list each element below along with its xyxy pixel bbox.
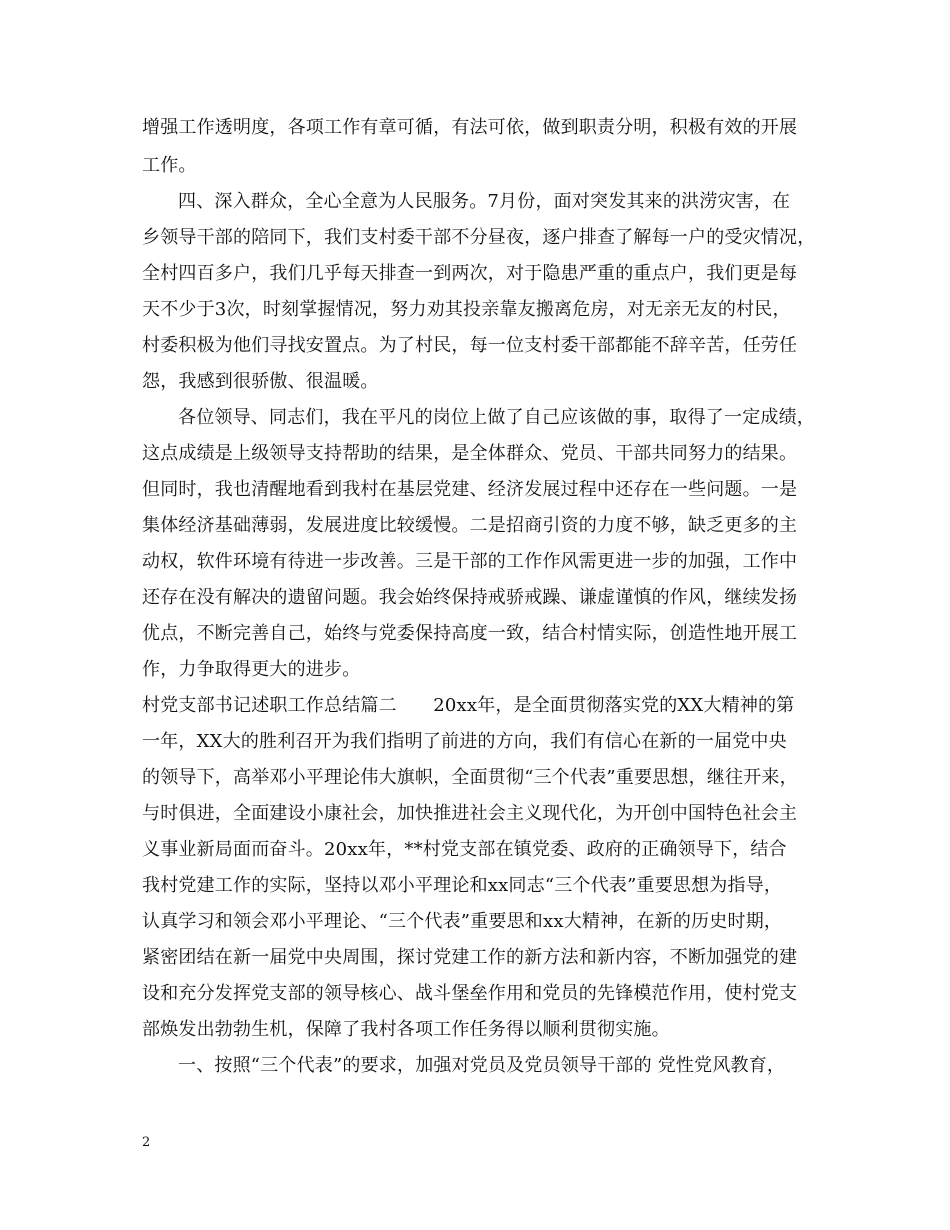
page-number: 2 — [142, 1135, 151, 1150]
paragraph-start-line: 四、深入群众，全心全意为人民服务。7月份，面对突发其来的洪涝灾害，在 — [178, 191, 791, 212]
text-line: 还存在没有解决的遗留问题。我会始终保持戒骄戒躁、谦虚谨慎的作风，继续发扬 — [142, 587, 798, 608]
text-line: 紧密团结在新一届党中央周围，探讨党建工作的新方法和新内容，不断加强党的建 — [142, 947, 798, 968]
text-line: 怨，我感到很骄傲、很温暖。 — [142, 371, 379, 392]
text-line: 乡领导干部的陪同下，我们支村委干部不分昼夜，逐户排查了解每一户的受灾情况， — [142, 227, 816, 248]
text-line: 全村四百多户，我们几乎每天排查一到两次，对于隐患严重的重点户，我们更是每 — [142, 263, 798, 284]
text-line: 优点，不断完善自己，始终与党委保持高度一致，结合村情实际，创造性地开展工 — [142, 623, 798, 644]
text-line: 但同时，我也清醒地看到我村在基层党建、经济发展过程中还存在一些问题。一是 — [142, 479, 798, 500]
text-line: 动权，软件环境有待进一步改善。三是干部的工作作风需更进一步的加强，工作中 — [142, 551, 798, 572]
text-line: 一年，XX大的胜利召开为我们指明了前进的方向，我们有信心在新的一届党中央 — [142, 731, 787, 752]
text-line: 这点成绩是上级领导支持帮助的结果，是全体群众、党员、干部共同努力的结果。 — [142, 443, 798, 464]
text-line: 部焕发出勃勃生机，保障了我村各项工作任务得以顺利贯彻实施。 — [142, 1019, 670, 1040]
text-line: 集体经济基础薄弱，发展进度比较缓慢。二是招商引资的力度不够，缺乏更多的主 — [142, 515, 798, 536]
paragraph-start-line: 各位领导、同志们，我在平凡的岗位上做了自己应该做的事，取得了一定成绩， — [178, 407, 815, 428]
text-line: 认真学习和领会邓小平理论、“三个代表”重要思和xx大精神，在新的历史时期， — [142, 911, 783, 932]
paragraph-start-line: 一、按照“三个代表”的要求，加强对党员及党员领导干部的 党性党风教育， — [178, 1055, 786, 1076]
text-line: 村委积极为他们寻找安置点。为了村民，每一位支村委干部都能不辞辛苦，任劳任 — [142, 335, 798, 356]
text-line: 我村党建工作的实际，坚持以邓小平理论和xx同志“三个代表”重要思想为指导， — [142, 875, 783, 896]
text-line: 义事业新局面而奋斗。20xx年，**村党支部在镇党委、政府的正确领导下，结合 — [142, 839, 787, 860]
text-line: 增强工作透明度，各项工作有章可循，有法可依，做到职责分明，积极有效的开展 — [142, 117, 798, 138]
text-line: 的领导下，高举邓小平理论伟大旗帜，全面贯彻“三个代表”重要思想，继往开来， — [142, 767, 798, 788]
text-line: 设和充分发挥党支部的领导核心、战斗堡垒作用和党员的先锋模范作用，使村党支 — [142, 983, 798, 1004]
text-line: 作，力争取得更大的进步。 — [142, 659, 361, 680]
section-heading-line: 村党支部书记述职工作总结篇二 20xx年，是全面贯彻落实党的XX大精神的第 — [142, 695, 795, 716]
text-line: 天不少于3次，时刻掌握情况，努力劝其投亲靠友搬离危房，对无亲无友的村民， — [142, 299, 791, 320]
text-line: 与时俱进，全面建设小康社会，加快推进社会主义现代化，为开创中国特色社会主 — [142, 803, 798, 824]
text-line: 工作。 — [142, 155, 197, 176]
